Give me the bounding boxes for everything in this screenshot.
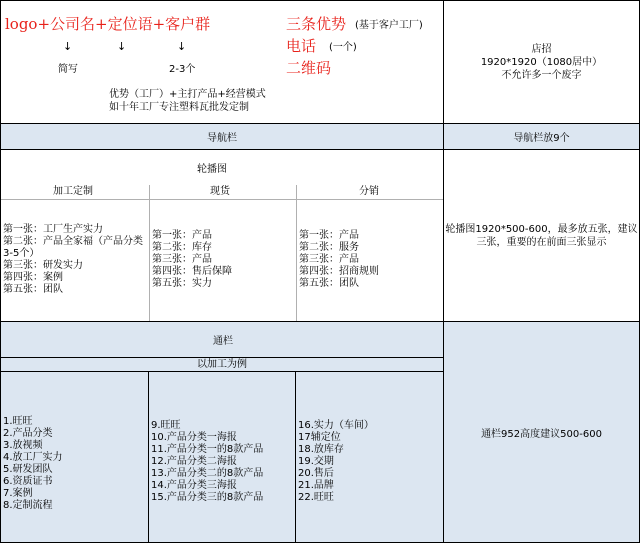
list-item: 2.产品分类 bbox=[3, 428, 53, 439]
banner-note: 通栏952高度建议500-600 bbox=[481, 428, 602, 440]
carousel-section bbox=[0, 149, 444, 322]
list-item: 16.实力（车间） bbox=[298, 420, 374, 431]
count-label: 2-3个 bbox=[169, 64, 196, 75]
list-item: 1.旺旺 bbox=[3, 416, 33, 427]
carousel-note-cell bbox=[443, 149, 640, 322]
nav-bar-label: 导航栏 bbox=[207, 133, 237, 144]
nav-bar-note: 导航栏放9个 bbox=[513, 133, 570, 144]
carousel-col-header-custom: 加工定制 bbox=[53, 186, 93, 197]
banner-example-label: 以加工为例 bbox=[197, 359, 247, 370]
store-sign-note: 不允许多一个废字 bbox=[501, 69, 582, 81]
header-section bbox=[0, 0, 444, 124]
banner-list-1 bbox=[3, 416, 63, 512]
list-item: 第二张：产品全家福（产品分类 bbox=[3, 236, 143, 247]
banner-label: 通栏 bbox=[213, 336, 233, 347]
list-item: 第二张：库存 bbox=[152, 242, 212, 253]
advantages-title: 三条优势 bbox=[286, 15, 347, 33]
list-item: 19.交期 bbox=[298, 456, 334, 467]
divider bbox=[1, 371, 444, 372]
list-item: 5.研发团队 bbox=[3, 464, 53, 475]
banner-list-3 bbox=[298, 420, 374, 504]
divider bbox=[296, 185, 297, 322]
arrow-down-icon: ↓ bbox=[63, 40, 73, 53]
arrow-down-icon: ↓ bbox=[117, 40, 127, 53]
list-item: 3-5个） bbox=[3, 248, 40, 259]
list-item: 第四张：案例 bbox=[3, 272, 63, 283]
list-item: 第四张：招商规则 bbox=[299, 266, 379, 277]
store-sign-size: 1920*1920（1080居中） bbox=[480, 56, 603, 68]
qrcode-label: 二维码 bbox=[286, 59, 332, 77]
list-item: 第三张：产品 bbox=[299, 254, 359, 265]
divider bbox=[1, 199, 444, 200]
advantages-note: (基于客户工厂) bbox=[355, 20, 423, 31]
list-item: 第五张：实力 bbox=[152, 278, 212, 289]
list-item: 12.产品分类二海报 bbox=[151, 456, 237, 467]
list-item: 第一张：产品 bbox=[152, 230, 212, 241]
store-sign-title: 店招 bbox=[531, 43, 552, 55]
list-item: 17辅定位 bbox=[298, 432, 341, 443]
abbrev-label: 简写 bbox=[58, 64, 78, 75]
list-item: 10.产品分类一海报 bbox=[151, 432, 237, 443]
list-item: 6.资质证书 bbox=[3, 476, 53, 487]
phone-label: 电话 bbox=[286, 37, 317, 55]
banner-section bbox=[0, 321, 444, 543]
list-item: 9.旺旺 bbox=[151, 420, 181, 431]
list-item: 第五张：团队 bbox=[299, 278, 359, 289]
list-item: 第三张：产品 bbox=[152, 254, 212, 265]
list-item: 22.旺旺 bbox=[298, 492, 334, 503]
divider bbox=[1, 357, 444, 358]
carousel-list-stock bbox=[152, 230, 232, 290]
carousel-note-2: 三张，重要的在前面三张显示 bbox=[476, 236, 607, 248]
carousel-col-header-stock: 现货 bbox=[210, 186, 230, 197]
list-item: 14.产品分类三海报 bbox=[151, 480, 237, 491]
arrow-down-icon: ↓ bbox=[177, 40, 187, 53]
carousel-title: 轮播图 bbox=[197, 164, 227, 175]
list-item: 7.案例 bbox=[3, 488, 33, 499]
list-item: 第一张：产品 bbox=[299, 230, 359, 241]
advantage-desc-2: 如十年工厂专注塑料瓦批发定制 bbox=[109, 102, 249, 113]
carousel-list-custom bbox=[3, 224, 143, 296]
list-item: 第一张：工厂生产实力 bbox=[3, 224, 103, 235]
list-item: 第四张：售后保障 bbox=[152, 266, 232, 277]
list-item: 第三张：研发实力 bbox=[3, 260, 83, 271]
list-item: 4.放工厂实力 bbox=[3, 452, 63, 463]
list-item: 13.产品分类二的8款产品 bbox=[151, 468, 264, 479]
advantage-desc-1: 优势（工厂）+主打产品+经营模式 bbox=[109, 89, 266, 100]
list-item: 第五张：团队 bbox=[3, 284, 63, 295]
banner-note-cell bbox=[443, 321, 640, 543]
banner-list-2 bbox=[151, 420, 263, 504]
phone-note: (一个) bbox=[329, 42, 357, 53]
list-item: 3.放视频 bbox=[3, 440, 43, 451]
divider bbox=[295, 371, 296, 543]
list-item: 11.产品分类一的8款产品 bbox=[151, 444, 264, 455]
carousel-note-1: 轮播图1920*500-600，最多放五张，建议 bbox=[445, 223, 638, 235]
logo-line: logo+公司名+定位语+客户群 bbox=[5, 15, 211, 33]
nav-bar-cell bbox=[0, 123, 444, 150]
list-item: 18.放库存 bbox=[298, 444, 344, 455]
nav-bar-note-cell bbox=[443, 123, 640, 150]
list-item: 21.品牌 bbox=[298, 480, 334, 491]
divider bbox=[149, 185, 150, 322]
list-item: 15.产品分类三的8款产品 bbox=[151, 492, 264, 503]
carousel-list-distribution bbox=[299, 230, 379, 290]
list-item: 第二张：服务 bbox=[299, 242, 359, 253]
divider bbox=[148, 371, 149, 543]
store-sign-cell bbox=[443, 0, 640, 124]
list-item: 8.定制流程 bbox=[3, 500, 53, 511]
carousel-col-header-distribution: 分销 bbox=[359, 186, 379, 197]
list-item: 20.售后 bbox=[298, 468, 334, 479]
